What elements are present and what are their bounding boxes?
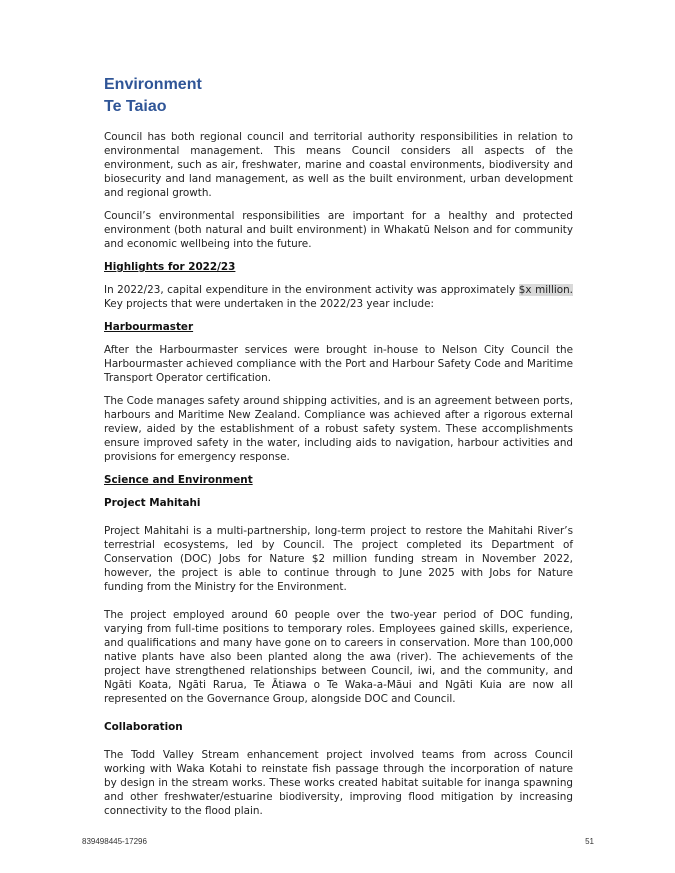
mahitahi-paragraph-1: Project Mahitahi is a multi-partnership, long-term project to restore the Mahitahi River’s terrestrial ecosystems, led by Council. The project completed its Department of Conservation (DOC) Jobs for Nature $2 million funding stream in November 2022, however, the project is able to continue through to June 2025 with Jobs for Nature funding from the Ministry for the Environment. — [104, 525, 573, 593]
highlights-text-after: Key projects that were undertaken in the 2022/23 year include: — [104, 298, 434, 310]
highlights-text-before: In 2022/23, capital expenditure in the environment activity was approximately — [104, 284, 519, 296]
harbourmaster-heading: Harbourmaster — [104, 321, 194, 333]
intro-paragraph-1: Council has both regional council and territorial authority responsibilities in relation to environmental management. This means Council considers all aspects of the environment, such as air, freshwater, marine and coastal environments, biodiversity and biosecurity and land management, as well as the built environment, urban development and regional growth. — [104, 131, 573, 199]
science-heading: Science and Environment — [104, 474, 253, 486]
footer-document-id: 839498445-17296 — [82, 837, 147, 846]
intro-paragraph-2: Council’s environmental responsibilities are important for a healthy and protected environment (both natural and built environment) in Whakatū Nelson and for community and economic wellbeing into the future. — [104, 210, 573, 250]
footer-page-number: 51 — [585, 837, 594, 846]
highlights-heading: Highlights for 2022/23 — [104, 261, 236, 273]
highlights-paragraph — [104, 283, 573, 311]
mahitahi-paragraph-2: The project employed around 60 people over the two-year period of DOC funding, varying from full-time positions to temporary roles. Employees gained skills, experience, and qualifications and many have gone on to careers in conservation. More than 100,000 native plants have also been planted along the awa (river). The achievements of the project have strengthened relationships between Council, iwi, and the community, and Ngāti Koata, Ngāti Rarua, Te Ātiawa o Te Waka-a-Māui and Ngāti Kuia are now all represented on the Governance Group, alongside DOC and Council. — [104, 609, 573, 705]
collaboration-heading: Collaboration — [104, 721, 183, 733]
section-subtitle: Te Taiao — [104, 98, 167, 115]
page-content — [104, 74, 573, 827]
harbourmaster-paragraph-2: The Code manages safety around shipping activities, and is an agreement between ports, harbours and Maritime New Zealand. Compliance was achieved after a rigorous external review, aided by the establishment of a robust safety system. These accomplishments ensure improved safety in the water, including aids to navigation, harbour activities and provisions for emergency response. — [104, 395, 573, 463]
section-title: Environment — [104, 76, 202, 93]
project-mahitahi-heading: Project Mahitahi — [104, 497, 201, 509]
highlighted-amount: $x million. — [518, 284, 573, 296]
harbourmaster-paragraph-1: After the Harbourmaster services were brought in-house to Nelson City Council the Harbourmaster achieved compliance with the Port and Harbour Safety Code and Maritime Transport Operator certification. — [104, 344, 573, 384]
collaboration-paragraph: The Todd Valley Stream enhancement project involved teams from across Council working with Waka Kotahi to reinstate fish passage through the incorporation of nature by design in the stream works. These works created habitat suitable for inanga spawning and other freshwater/estuarine biodiversity, improving flood mitigation by increasing connectivity to the flood plain. — [104, 749, 573, 817]
